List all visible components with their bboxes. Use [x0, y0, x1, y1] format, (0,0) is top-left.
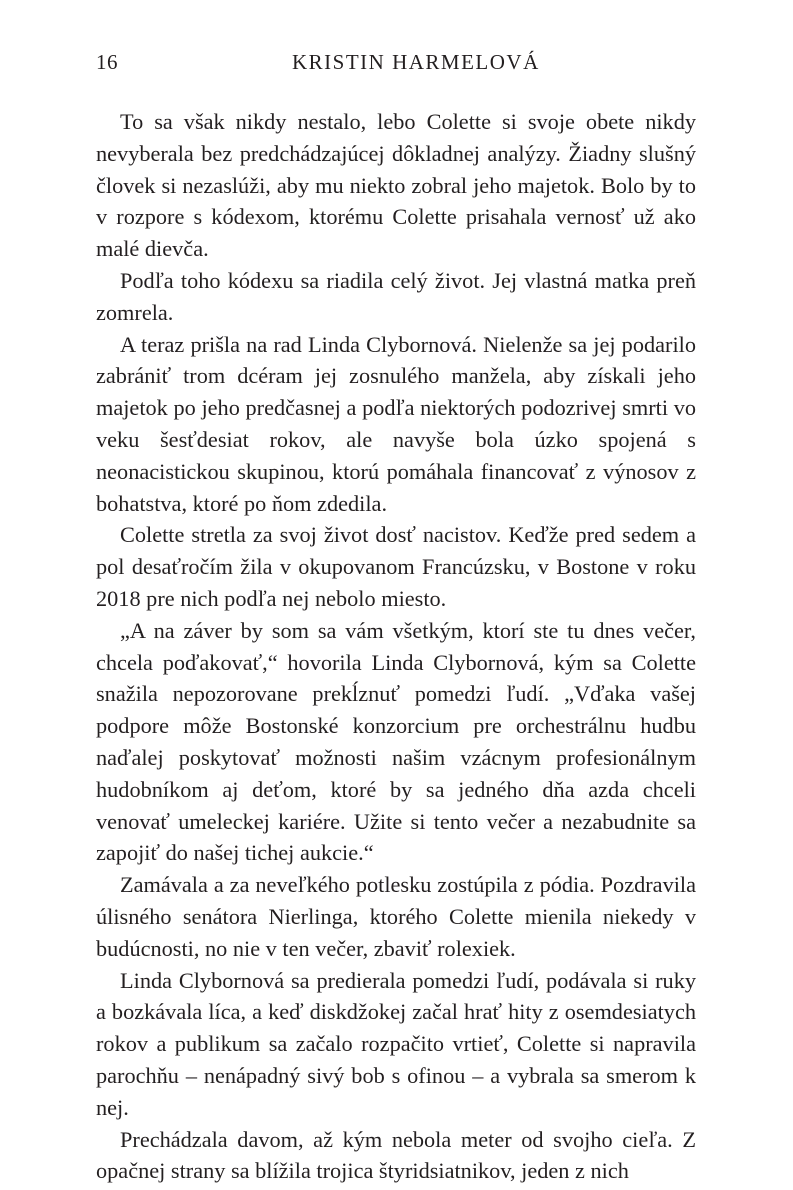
paragraph: „A na záver by som sa vám všetkým, ktorí ste tu dnes večer, chcela poďakovať,“ hovorila Linda Clybornová, kým sa Colette snažila nepozorovane prekĺznuť pomedzi ľudí. „Vďaka vašej podpore môže Bostonské konzorcium pre orchestrálnu hudbu naďalej poskytovať možnosti našim vzácnym profesionálnym hudobníkom aj deťom, ktoré by sa jedného dňa azda chceli venovať umeleckej kariére. Užite si tento večer a nezabudnite sa zapojiť do našej tichej aukcie.“	[96, 617, 696, 866]
paragraph: Zamávala a za neveľkého potlesku zostúpila z pódia. Pozdravila úlisného senátora Nierlinga, ktorého Colette mienila niekedy v budúcnosti, no nie v ten večer, zbaviť rolexiek.	[96, 872, 696, 961]
book-page	[96, 46, 696, 1184]
paragraph: Podľa toho kódexu sa riadila celý život. Jej vlastná matka preň zomrela.	[96, 267, 696, 325]
page-number: 16	[96, 50, 118, 74]
paragraph: Prechádzala davom, až kým nebola meter od svojho cieľa. Z opačnej strany sa blížila trojica štyridsiatnikov, jeden z nich	[96, 1126, 696, 1184]
paragraph: To sa však nikdy nestalo, lebo Colette si svoje obete nikdy nevyberala bez predchádzajúcej dôkladnej analýzy. Žiadny slušný človek si nezaslúži, aby mu niekto zobral jeho majetok. Bolo by to v rozpore s kódexom, ktorému Colette prisahala vernosť už ako malé dievča.	[96, 109, 696, 262]
running-head-author: KRISTIN HARMELOVÁ	[292, 50, 540, 74]
paragraph: Colette stretla za svoj život dosť nacistov. Keďže pred sedem a pol desaťročím žila v okupovanom Francúzsku, v Bostone v roku 2018 pre nich podľa nej nebolo miesto.	[96, 522, 696, 611]
paragraph: Linda Clybornová sa predierala pomedzi ľudí, podávala si ruky a bozkávala líca, a keď diskdžokej začal hrať hity z osemdesiatych rokov a publikum sa začalo rozpačito vrtieť, Colette si napravila parochňu – nenápadný sivý bob s ofinou – a vybrala sa smerom k nej.	[96, 967, 696, 1120]
page-header	[96, 46, 696, 86]
body-text	[96, 106, 696, 1187]
paragraph: A teraz prišla na rad Linda Clybornová. Nielenže sa jej podarilo zabrániť trom dcéram jej zosnulého manžela, aby získali jeho majetok po jeho predčasnej a podľa niektorých podozrivej smrti vo veku šesťdesiat rokov, ale navyše bola úzko spojená s neonacistickou skupinou, ktorú pomáhala financovať z výnosov z bohatstva, ktoré po ňom zdedila.	[96, 331, 696, 516]
